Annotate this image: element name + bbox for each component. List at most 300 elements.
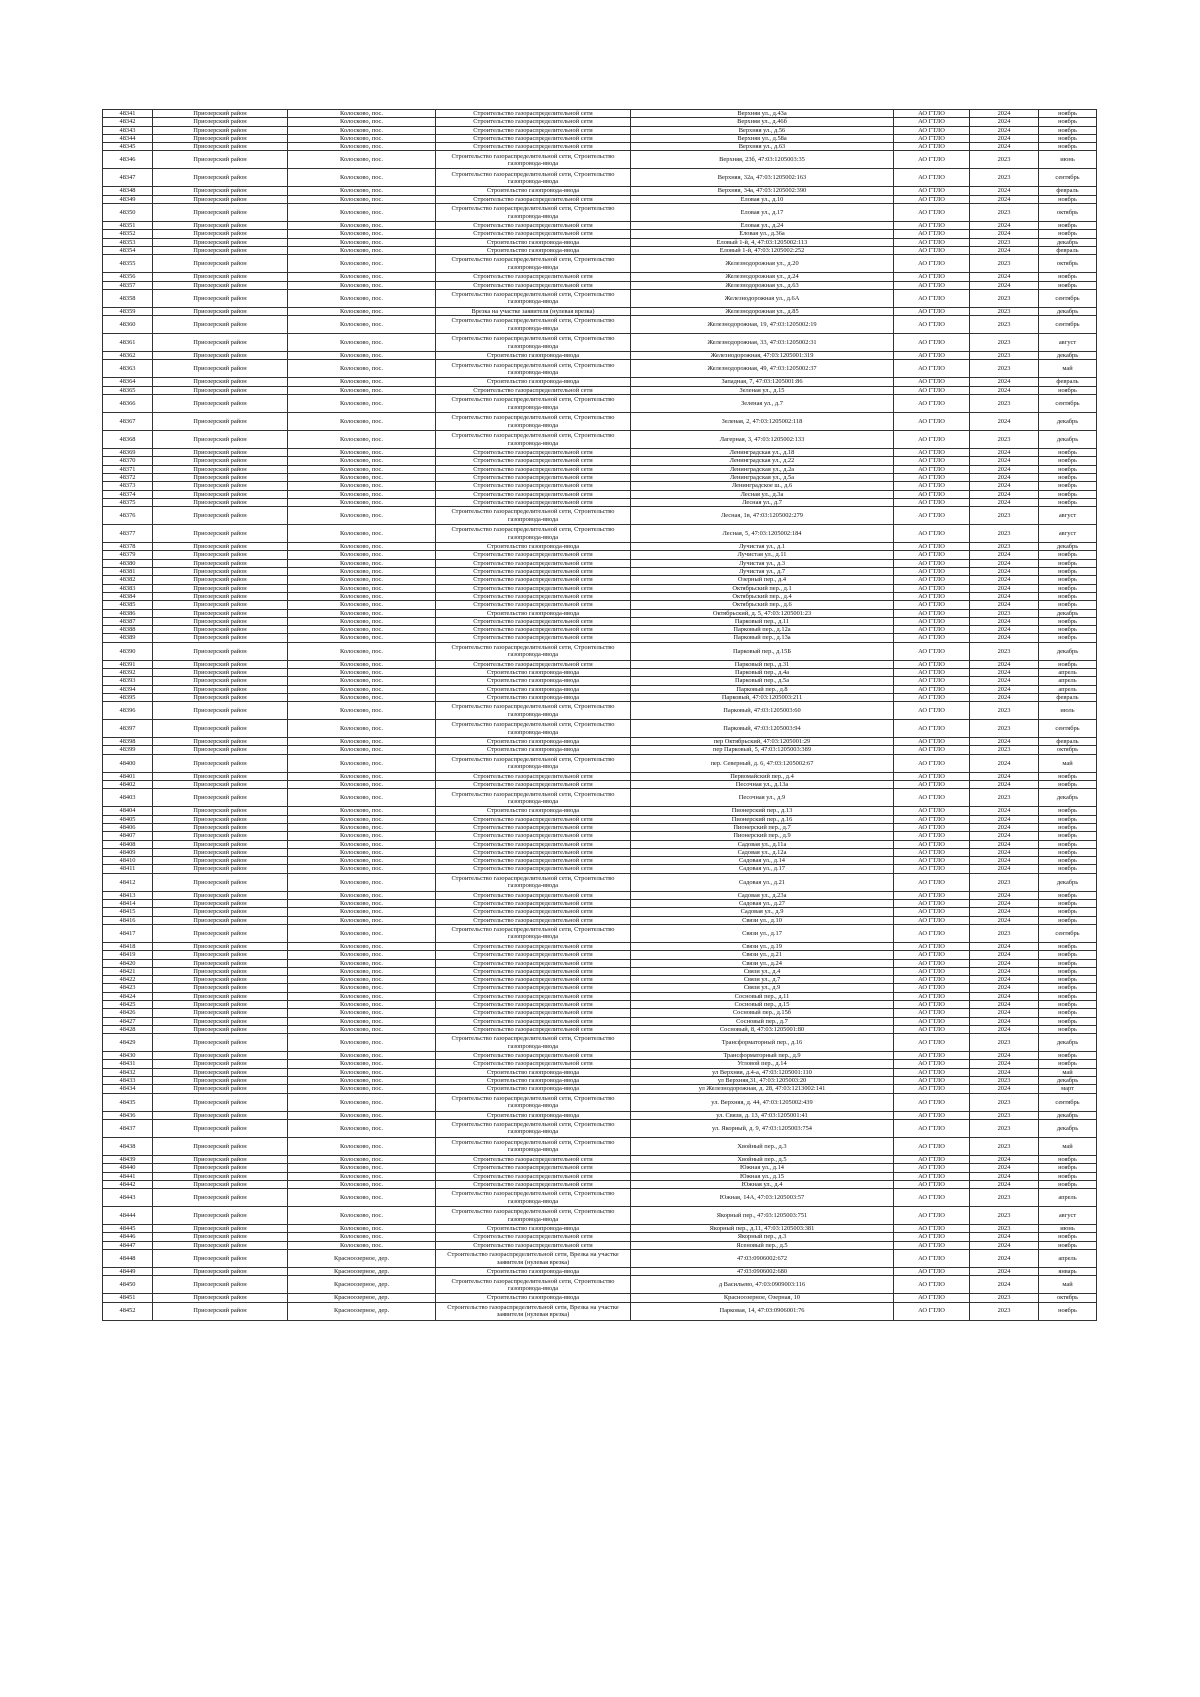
settlement-cell: Колосково, пос. bbox=[288, 592, 436, 600]
settlement-cell: Колосково, пос. bbox=[288, 916, 436, 924]
work-type-cell: Строительство газораспределительной сети bbox=[436, 951, 631, 959]
month-cell: ноябрь bbox=[1039, 1017, 1097, 1025]
district-cell: Приозерский район bbox=[153, 924, 288, 942]
month-cell: май bbox=[1039, 1137, 1097, 1155]
district-cell: Приозерский район bbox=[153, 413, 288, 431]
row-id: 48407 bbox=[103, 832, 153, 840]
settlement-cell: Красноозерное, дер. bbox=[288, 1294, 436, 1302]
work-type-cell: Строительство газораспределительной сети bbox=[436, 1155, 631, 1163]
settlement-cell: Колосково, пос. bbox=[288, 959, 436, 967]
settlement-cell: Колосково, пос. bbox=[288, 222, 436, 230]
year-cell: 2024 bbox=[970, 1085, 1039, 1093]
address-cell: Железнодорожная, 47:03:1205001:319 bbox=[631, 352, 894, 360]
settlement-cell: Колосково, пос. bbox=[288, 360, 436, 378]
row-id: 48380 bbox=[103, 559, 153, 567]
address-cell: Озерный пер., д.4 bbox=[631, 576, 894, 584]
row-id: 48396 bbox=[103, 702, 153, 720]
year-cell: 2023 bbox=[970, 1302, 1039, 1320]
work-type-cell: Строительство газораспределительной сети bbox=[436, 195, 631, 203]
address-cell: Верхняя ул., д.58а bbox=[631, 134, 894, 142]
month-cell: октябрь bbox=[1039, 1294, 1097, 1302]
year-cell: 2024 bbox=[970, 908, 1039, 916]
year-cell: 2024 bbox=[970, 1233, 1039, 1241]
organization-cell: АО ГТЛО bbox=[894, 1077, 970, 1085]
work-type-cell: Строительство газораспределительной сети, Строительство газопровода-ввода bbox=[436, 924, 631, 942]
address-cell: Еловый 1-й, 47:03:1205002:252 bbox=[631, 246, 894, 254]
table-row bbox=[103, 118, 1097, 126]
address-cell: Лесная, 1в, 47:03:1205002:279 bbox=[631, 507, 894, 525]
work-type-cell: Строительство газораспределительной сети, Строительство газопровода-ввода bbox=[436, 1207, 631, 1225]
table-row bbox=[103, 807, 1097, 815]
year-cell: 2023 bbox=[970, 238, 1039, 246]
address-cell: Парковая, 14, 47:03:0906001:76 bbox=[631, 1302, 894, 1320]
work-type-cell: Строительство газопровода-ввода bbox=[436, 677, 631, 685]
work-type-cell: Строительство газораспределительной сети bbox=[436, 617, 631, 625]
month-cell: январь bbox=[1039, 1268, 1097, 1276]
month-cell: май bbox=[1039, 1276, 1097, 1294]
month-cell: ноябрь bbox=[1039, 823, 1097, 831]
work-type-cell: Строительство газораспределительной сети, Строительство газопровода-ввода bbox=[436, 1137, 631, 1155]
district-cell: Приозерский район bbox=[153, 916, 288, 924]
district-cell: Приозерский район bbox=[153, 134, 288, 142]
district-cell: Приозерский район bbox=[153, 772, 288, 780]
organization-cell: АО ГТЛО bbox=[894, 395, 970, 413]
month-cell: ноябрь bbox=[1039, 900, 1097, 908]
address-cell: Красноозерное, Озерная, 10 bbox=[631, 1294, 894, 1302]
table-row bbox=[103, 1068, 1097, 1076]
month-cell: ноябрь bbox=[1039, 584, 1097, 592]
month-cell: ноябрь bbox=[1039, 1164, 1097, 1172]
settlement-cell: Колосково, пос. bbox=[288, 1233, 436, 1241]
month-cell: февраль bbox=[1039, 187, 1097, 195]
organization-cell: АО ГТЛО bbox=[894, 1052, 970, 1060]
district-cell: Приозерский район bbox=[153, 660, 288, 668]
row-id: 48439 bbox=[103, 1155, 153, 1163]
settlement-cell: Колосково, пос. bbox=[288, 1077, 436, 1085]
month-cell: ноябрь bbox=[1039, 592, 1097, 600]
table-row bbox=[103, 1034, 1097, 1052]
row-id: 48377 bbox=[103, 525, 153, 543]
work-type-cell: Строительство газораспределительной сети bbox=[436, 959, 631, 967]
settlement-cell: Колосково, пос. bbox=[288, 1225, 436, 1233]
work-type-cell: Строительство газораспределительной сети bbox=[436, 230, 631, 238]
organization-cell: АО ГТЛО bbox=[894, 1025, 970, 1033]
address-cell: Хвойный пер., д.3 bbox=[631, 1137, 894, 1155]
district-cell: Приозерский район bbox=[153, 891, 288, 899]
year-cell: 2024 bbox=[970, 865, 1039, 873]
settlement-cell: Колосково, пос. bbox=[288, 738, 436, 746]
district-cell: Приозерский район bbox=[153, 187, 288, 195]
table-row bbox=[103, 195, 1097, 203]
month-cell: декабрь bbox=[1039, 1034, 1097, 1052]
month-cell: ноябрь bbox=[1039, 465, 1097, 473]
month-cell: ноябрь bbox=[1039, 222, 1097, 230]
year-cell: 2024 bbox=[970, 976, 1039, 984]
work-type-cell: Строительство газораспределительной сети bbox=[436, 781, 631, 789]
table-row bbox=[103, 942, 1097, 950]
work-type-cell: Строительство газораспределительной сети bbox=[436, 848, 631, 856]
district-cell: Приозерский район bbox=[153, 498, 288, 506]
month-cell: ноябрь bbox=[1039, 976, 1097, 984]
work-type-cell: Врезка на участке заявителя (нулевая врезка) bbox=[436, 307, 631, 315]
settlement-cell: Колосково, пос. bbox=[288, 482, 436, 490]
address-cell: Лучистая ул., д.3 bbox=[631, 559, 894, 567]
district-cell: Приозерский район bbox=[153, 525, 288, 543]
table-row bbox=[103, 677, 1097, 685]
year-cell: 2023 bbox=[970, 204, 1039, 222]
year-cell: 2024 bbox=[970, 1009, 1039, 1017]
row-id: 48419 bbox=[103, 951, 153, 959]
settlement-cell: Колосково, пос. bbox=[288, 134, 436, 142]
table-row bbox=[103, 143, 1097, 151]
table-row bbox=[103, 693, 1097, 701]
row-id: 48360 bbox=[103, 316, 153, 334]
table-row bbox=[103, 951, 1097, 959]
district-cell: Приозерский район bbox=[153, 609, 288, 617]
work-type-cell: Строительство газораспределительной сети bbox=[436, 559, 631, 567]
row-id: 48369 bbox=[103, 449, 153, 457]
row-id: 48438 bbox=[103, 1137, 153, 1155]
row-id: 48376 bbox=[103, 507, 153, 525]
table-row bbox=[103, 1017, 1097, 1025]
month-cell: август bbox=[1039, 334, 1097, 352]
settlement-cell: Колосково, пос. bbox=[288, 334, 436, 352]
work-type-cell: Строительство газораспределительной сети bbox=[436, 482, 631, 490]
row-id: 48349 bbox=[103, 195, 153, 203]
district-cell: Приозерский район bbox=[153, 840, 288, 848]
row-id: 48388 bbox=[103, 626, 153, 634]
table-row bbox=[103, 865, 1097, 873]
organization-cell: АО ГТЛО bbox=[894, 507, 970, 525]
address-cell: Садовая ул., д.23а bbox=[631, 891, 894, 899]
month-cell: ноябрь bbox=[1039, 281, 1097, 289]
year-cell: 2024 bbox=[970, 900, 1039, 908]
district-cell: Приозерский район bbox=[153, 568, 288, 576]
work-type-cell: Строительство газораспределительной сети, Строительство газопровода-ввода bbox=[436, 255, 631, 273]
month-cell: декабрь bbox=[1039, 873, 1097, 891]
row-id: 48371 bbox=[103, 465, 153, 473]
organization-cell: АО ГТЛО bbox=[894, 1060, 970, 1068]
year-cell: 2024 bbox=[970, 134, 1039, 142]
address-cell: ул Верхняя, д.4-а, 47:03:1205001:110 bbox=[631, 1068, 894, 1076]
year-cell: 2023 bbox=[970, 543, 1039, 551]
work-type-cell: Строительство газопровода-ввода bbox=[436, 746, 631, 754]
work-type-cell: Строительство газораспределительной сети bbox=[436, 832, 631, 840]
year-cell: 2024 bbox=[970, 1068, 1039, 1076]
row-id: 48394 bbox=[103, 685, 153, 693]
year-cell: 2024 bbox=[970, 1052, 1039, 1060]
settlement-cell: Колосково, пос. bbox=[288, 634, 436, 642]
district-cell: Приозерский район bbox=[153, 126, 288, 134]
organization-cell: АО ГТЛО bbox=[894, 490, 970, 498]
settlement-cell: Колосково, пос. bbox=[288, 1111, 436, 1119]
month-cell: ноябрь bbox=[1039, 951, 1097, 959]
work-type-cell: Строительство газораспределительной сети, Строительство газопровода-ввода bbox=[436, 525, 631, 543]
table-row bbox=[103, 1180, 1097, 1188]
year-cell: 2024 bbox=[970, 1268, 1039, 1276]
organization-cell: АО ГТЛО bbox=[894, 1093, 970, 1111]
table-row bbox=[103, 1119, 1097, 1137]
organization-cell: АО ГТЛО bbox=[894, 352, 970, 360]
settlement-cell: Колосково, пос. bbox=[288, 1085, 436, 1093]
month-cell: сентябрь bbox=[1039, 289, 1097, 307]
settlement-cell: Колосково, пос. bbox=[288, 1068, 436, 1076]
table-row bbox=[103, 1025, 1097, 1033]
organization-cell: АО ГТЛО bbox=[894, 848, 970, 856]
year-cell: 2024 bbox=[970, 568, 1039, 576]
month-cell: ноябрь bbox=[1039, 660, 1097, 668]
district-cell: Приозерский район bbox=[153, 1085, 288, 1093]
address-cell: Парковый пер., д.31 bbox=[631, 660, 894, 668]
month-cell: февраль bbox=[1039, 378, 1097, 386]
year-cell: 2024 bbox=[970, 772, 1039, 780]
month-cell: декабрь bbox=[1039, 431, 1097, 449]
work-type-cell: Строительство газораспределительной сети bbox=[436, 840, 631, 848]
table-row bbox=[103, 498, 1097, 506]
year-cell: 2024 bbox=[970, 378, 1039, 386]
district-cell: Приозерский район bbox=[153, 1172, 288, 1180]
address-cell: Ленинградская ул., д.22 bbox=[631, 457, 894, 465]
work-type-cell: Строительство газораспределительной сети bbox=[436, 1241, 631, 1249]
row-id: 48391 bbox=[103, 660, 153, 668]
year-cell: 2023 bbox=[970, 352, 1039, 360]
district-cell: Приозерский район bbox=[153, 1233, 288, 1241]
work-type-cell: Строительство газораспределительной сети bbox=[436, 473, 631, 481]
month-cell: октябрь bbox=[1039, 204, 1097, 222]
row-id: 48445 bbox=[103, 1225, 153, 1233]
table-row bbox=[103, 1093, 1097, 1111]
address-cell: Связи ул., д.10 bbox=[631, 916, 894, 924]
address-cell: Связи ул., д.17 bbox=[631, 924, 894, 942]
district-cell: Приозерский район bbox=[153, 1001, 288, 1009]
table-row bbox=[103, 617, 1097, 625]
table-row bbox=[103, 1137, 1097, 1155]
month-cell: ноябрь bbox=[1039, 126, 1097, 134]
table-row bbox=[103, 1172, 1097, 1180]
address-cell: Связи ул., д.24 bbox=[631, 959, 894, 967]
year-cell: 2023 bbox=[970, 1077, 1039, 1085]
table-row bbox=[103, 592, 1097, 600]
year-cell: 2023 bbox=[970, 609, 1039, 617]
organization-cell: АО ГТЛО bbox=[894, 230, 970, 238]
organization-cell: АО ГТЛО bbox=[894, 1085, 970, 1093]
row-id: 48395 bbox=[103, 693, 153, 701]
work-type-cell: Строительство газораспределительной сети bbox=[436, 457, 631, 465]
address-cell: Парковый пер., д.11 bbox=[631, 617, 894, 625]
table-row bbox=[103, 1052, 1097, 1060]
district-cell: Приозерский район bbox=[153, 668, 288, 676]
work-type-cell: Строительство газораспределительной сети bbox=[436, 592, 631, 600]
table-row bbox=[103, 1009, 1097, 1017]
row-id: 48414 bbox=[103, 900, 153, 908]
work-type-cell: Строительство газораспределительной сети bbox=[436, 222, 631, 230]
organization-cell: АО ГТЛО bbox=[894, 626, 970, 634]
table-row bbox=[103, 238, 1097, 246]
year-cell: 2024 bbox=[970, 660, 1039, 668]
year-cell: 2023 bbox=[970, 169, 1039, 187]
month-cell: апрель bbox=[1039, 685, 1097, 693]
row-id: 48345 bbox=[103, 143, 153, 151]
settlement-cell: Колосково, пос. bbox=[288, 307, 436, 315]
work-type-cell: Строительство газораспределительной сети bbox=[436, 1001, 631, 1009]
district-cell: Приозерский район bbox=[153, 702, 288, 720]
work-type-cell: Строительство газораспределительной сети, Строительство газопровода-ввода bbox=[436, 642, 631, 660]
table-row bbox=[103, 473, 1097, 481]
organization-cell: АО ГТЛО bbox=[894, 693, 970, 701]
district-cell: Приозерский район bbox=[153, 1268, 288, 1276]
row-id: 48409 bbox=[103, 848, 153, 856]
district-cell: Приозерский район bbox=[153, 781, 288, 789]
table-row bbox=[103, 307, 1097, 315]
organization-cell: АО ГТЛО bbox=[894, 246, 970, 254]
table-row bbox=[103, 1164, 1097, 1172]
row-id: 48366 bbox=[103, 395, 153, 413]
month-cell: ноябрь bbox=[1039, 118, 1097, 126]
address-cell: Парковый пер., д.13а bbox=[631, 634, 894, 642]
address-cell: Сосновый пер., д.15б bbox=[631, 1009, 894, 1017]
address-cell: Октябрьский пер., д.6 bbox=[631, 601, 894, 609]
month-cell: май bbox=[1039, 360, 1097, 378]
month-cell: декабрь bbox=[1039, 543, 1097, 551]
organization-cell: АО ГТЛО bbox=[894, 316, 970, 334]
settlement-cell: Колосково, пос. bbox=[288, 1052, 436, 1060]
organization-cell: АО ГТЛО bbox=[894, 1009, 970, 1017]
organization-cell: АО ГТЛО bbox=[894, 789, 970, 807]
organization-cell: АО ГТЛО bbox=[894, 754, 970, 772]
work-type-cell: Строительство газораспределительной сети bbox=[436, 916, 631, 924]
month-cell: ноябрь bbox=[1039, 134, 1097, 142]
row-id: 48411 bbox=[103, 865, 153, 873]
district-cell: Приозерский район bbox=[153, 959, 288, 967]
address-cell: Октябрьский пер., д.4 bbox=[631, 592, 894, 600]
row-id: 48400 bbox=[103, 754, 153, 772]
organization-cell: АО ГТЛО bbox=[894, 386, 970, 394]
district-cell: Приозерский район bbox=[153, 1294, 288, 1302]
organization-cell: АО ГТЛО bbox=[894, 307, 970, 315]
organization-cell: АО ГТЛО bbox=[894, 1111, 970, 1119]
address-cell: Зеленая ул., д.15 bbox=[631, 386, 894, 394]
settlement-cell: Колосково, пос. bbox=[288, 1060, 436, 1068]
address-cell: Связи ул., д.9 bbox=[631, 984, 894, 992]
row-id: 48343 bbox=[103, 126, 153, 134]
row-id: 48357 bbox=[103, 281, 153, 289]
year-cell: 2024 bbox=[970, 984, 1039, 992]
year-cell: 2024 bbox=[970, 601, 1039, 609]
district-cell: Приозерский район bbox=[153, 807, 288, 815]
year-cell: 2023 bbox=[970, 746, 1039, 754]
row-id: 48442 bbox=[103, 1180, 153, 1188]
year-cell: 2024 bbox=[970, 815, 1039, 823]
district-cell: Приозерский район bbox=[153, 746, 288, 754]
settlement-cell: Колосково, пос. bbox=[288, 1009, 436, 1017]
table-row bbox=[103, 857, 1097, 865]
district-cell: Приозерский район bbox=[153, 576, 288, 584]
organization-cell: АО ГТЛО bbox=[894, 857, 970, 865]
work-type-cell: Строительство газораспределительной сети bbox=[436, 118, 631, 126]
settlement-cell: Колосково, пос. bbox=[288, 238, 436, 246]
row-id: 48381 bbox=[103, 568, 153, 576]
row-id: 48446 bbox=[103, 1233, 153, 1241]
month-cell: ноябрь bbox=[1039, 626, 1097, 634]
settlement-cell: Колосково, пос. bbox=[288, 169, 436, 187]
organization-cell: АО ГТЛО bbox=[894, 473, 970, 481]
settlement-cell: Красноозерное, дер. bbox=[288, 1250, 436, 1268]
row-id: 48418 bbox=[103, 942, 153, 950]
address-cell: Песочная ул., д.13а bbox=[631, 781, 894, 789]
month-cell: ноябрь bbox=[1039, 1060, 1097, 1068]
address-cell: Еловая ул., д.24 bbox=[631, 222, 894, 230]
year-cell: 2024 bbox=[970, 857, 1039, 865]
settlement-cell: Колосково, пос. bbox=[288, 551, 436, 559]
settlement-cell: Колосково, пос. bbox=[288, 942, 436, 950]
month-cell: февраль bbox=[1039, 693, 1097, 701]
month-cell: ноябрь bbox=[1039, 601, 1097, 609]
row-id: 48362 bbox=[103, 352, 153, 360]
table-row bbox=[103, 891, 1097, 899]
district-cell: Приозерский район bbox=[153, 255, 288, 273]
year-cell: 2023 bbox=[970, 1137, 1039, 1155]
year-cell: 2023 bbox=[970, 1189, 1039, 1207]
organization-cell: АО ГТЛО bbox=[894, 169, 970, 187]
address-cell: Пионерский пер., д.16 bbox=[631, 815, 894, 823]
month-cell: ноябрь bbox=[1039, 1155, 1097, 1163]
work-type-cell: Строительство газораспределительной сети bbox=[436, 908, 631, 916]
district-cell: Приозерский район bbox=[153, 449, 288, 457]
district-cell: Приозерский район bbox=[153, 151, 288, 169]
address-cell: Связи ул., д.4 bbox=[631, 967, 894, 975]
row-id: 48410 bbox=[103, 857, 153, 865]
month-cell: ноябрь bbox=[1039, 815, 1097, 823]
district-cell: Приозерский район bbox=[153, 1025, 288, 1033]
address-cell: Зеленая, 2, 47:03:1205002:118 bbox=[631, 413, 894, 431]
organization-cell: АО ГТЛО bbox=[894, 543, 970, 551]
settlement-cell: Колосково, пос. bbox=[288, 525, 436, 543]
table-row bbox=[103, 1077, 1097, 1085]
year-cell: 2024 bbox=[970, 848, 1039, 856]
table-row bbox=[103, 772, 1097, 780]
work-type-cell: Строительство газораспределительной сети, Строительство газопровода-ввода bbox=[436, 413, 631, 431]
work-type-cell: Строительство газораспределительной сети bbox=[436, 1017, 631, 1025]
row-id: 48428 bbox=[103, 1025, 153, 1033]
settlement-cell: Колосково, пос. bbox=[288, 378, 436, 386]
row-id: 48386 bbox=[103, 609, 153, 617]
organization-cell: АО ГТЛО bbox=[894, 908, 970, 916]
work-type-cell: Строительство газопровода-ввода bbox=[436, 238, 631, 246]
table-row bbox=[103, 754, 1097, 772]
work-type-cell: Строительство газораспределительной сети bbox=[436, 1233, 631, 1241]
year-cell: 2024 bbox=[970, 668, 1039, 676]
table-row bbox=[103, 543, 1097, 551]
settlement-cell: Колосково, пос. bbox=[288, 204, 436, 222]
address-cell: Зеленая ул., д.7 bbox=[631, 395, 894, 413]
settlement-cell: Колосково, пос. bbox=[288, 273, 436, 281]
table-row bbox=[103, 668, 1097, 676]
work-type-cell: Строительство газораспределительной сети, Строительство газопровода-ввода bbox=[436, 289, 631, 307]
year-cell: 2024 bbox=[970, 576, 1039, 584]
organization-cell: АО ГТЛО bbox=[894, 1001, 970, 1009]
settlement-cell: Колосково, пос. bbox=[288, 1155, 436, 1163]
organization-cell: АО ГТЛО bbox=[894, 1068, 970, 1076]
table-row bbox=[103, 1060, 1097, 1068]
address-cell: Железнодорожная ул., д.24 bbox=[631, 273, 894, 281]
table-row bbox=[103, 1155, 1097, 1163]
organization-cell: АО ГТЛО bbox=[894, 457, 970, 465]
year-cell: 2024 bbox=[970, 1025, 1039, 1033]
work-type-cell: Строительство газораспределительной сети bbox=[436, 386, 631, 394]
address-cell: Садовая ул., д.11а bbox=[631, 840, 894, 848]
address-cell: Парковый, 47:03:1205003:94 bbox=[631, 720, 894, 738]
row-id: 48444 bbox=[103, 1207, 153, 1225]
